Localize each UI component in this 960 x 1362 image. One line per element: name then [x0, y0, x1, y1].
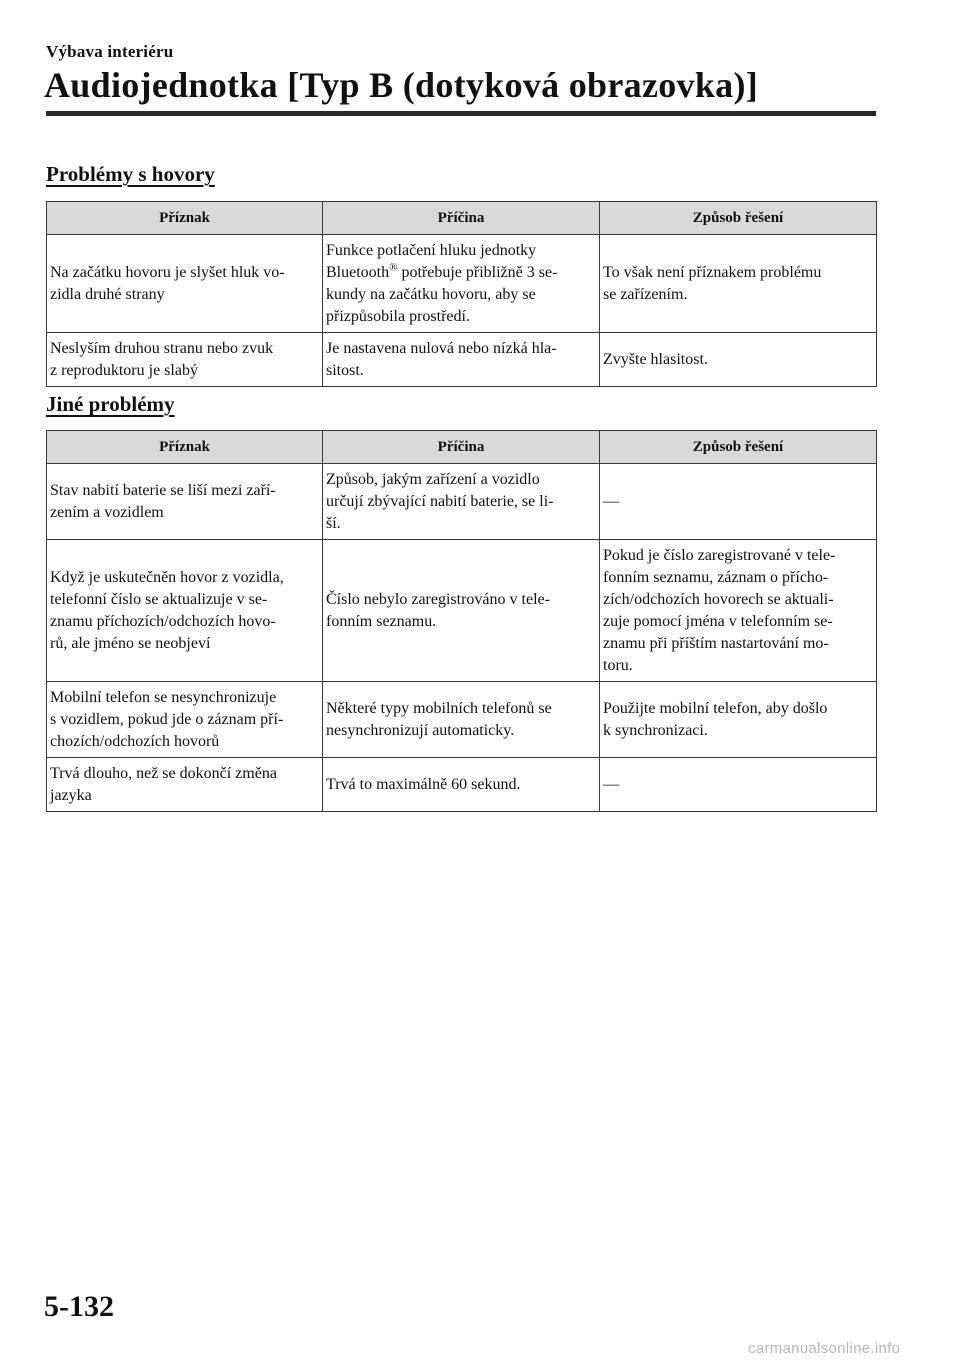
- column-header-symptom: Příznak: [47, 431, 323, 464]
- cell-symptom: Když je uskutečněn hovor z vozidla, telefonní číslo se aktualizuje v se- znamu příchozích/odchozích hovo- rů, ale jméno se neobjeví: [47, 540, 323, 682]
- cell-solution: To však není příznakem problému se zařízením.: [600, 235, 877, 333]
- cell-solution: Zvyšte hlasitost.: [600, 333, 877, 387]
- table-row: [47, 464, 877, 540]
- cell-symptom: Neslyším druhou stranu nebo zvuk z reproduktoru je slabý: [47, 333, 323, 387]
- table-row: [47, 758, 877, 812]
- cell-symptom: Trvá dlouho, než se dokončí změna jazyka: [47, 758, 323, 812]
- table-row: [47, 235, 877, 333]
- table-row: [47, 540, 877, 682]
- page-title: Audiojednotka [Typ B (dotyková obrazovka)]: [44, 65, 759, 105]
- cause-text-part: potřebuje přibližně 3 se- kundy na začátku hovoru, aby se přizpůsobila prostředí.: [326, 264, 558, 325]
- cell-solution: —: [600, 758, 877, 812]
- registered-mark: ®: [389, 261, 398, 274]
- table-header-row: [47, 202, 877, 235]
- table-row: [47, 333, 877, 387]
- watermark: carmanualsonline.info: [748, 1340, 901, 1357]
- cell-cause: Je nastavena nulová nebo nízká hla- sitost.: [323, 333, 600, 387]
- cell-cause: Trvá to maximálně 60 sekund.: [323, 758, 600, 812]
- cell-cause: Způsob, jakým zařízení a vozidlo určují zbývající nabití baterie, se li- ší.: [323, 464, 600, 540]
- table-header-row: [47, 431, 877, 464]
- cell-symptom: Stav nabití baterie se liší mezi zaří- zením a vozidlem: [47, 464, 323, 540]
- cell-cause: Číslo nebylo zaregistrováno v tele- fonním seznamu.: [323, 540, 600, 682]
- column-header-symptom: Příznak: [47, 202, 323, 235]
- call-problems-table: [46, 201, 877, 387]
- column-header-cause: Příčina: [323, 431, 600, 464]
- other-problems-table: [46, 430, 877, 812]
- cell-solution: —: [600, 464, 877, 540]
- cell-cause: Některé typy mobilních telefonů se nesynchronizují automaticky.: [323, 682, 600, 758]
- subheading-other-problems: Jiné problémy: [46, 392, 175, 416]
- cell-symptom: Na začátku hovoru je slyšet hluk vo- zidla druhé strany: [47, 235, 323, 333]
- cell-symptom: Mobilní telefon se nesynchronizuje s vozidlem, pokud jde o záznam pří- chozích/odchozích hovorů: [47, 682, 323, 758]
- title-divider: [46, 111, 876, 116]
- table-row: [47, 682, 877, 758]
- cause-text-part: Funkce potlačení hluku jednotky Bluetooth: [326, 242, 537, 281]
- subheading-call-problems: Problémy s hovory: [46, 162, 215, 186]
- column-header-solution: Způsob řešení: [600, 202, 877, 235]
- column-header-solution: Způsob řešení: [600, 431, 877, 464]
- cell-solution: Použijte mobilní telefon, aby došlo k synchronizaci.: [600, 682, 877, 758]
- column-header-cause: Příčina: [323, 202, 600, 235]
- page-number: 5-132: [44, 1290, 114, 1323]
- cell-cause: [323, 235, 600, 333]
- cell-solution: Pokud je číslo zaregistrované v tele- fonním seznamu, záznam o přícho- zích/odchozích hovorech se aktuali- zuje pomocí jména v telefonním se- znamu při příštím nastartování mo- toru.: [600, 540, 877, 682]
- section-label: Výbava interiéru: [46, 42, 174, 61]
